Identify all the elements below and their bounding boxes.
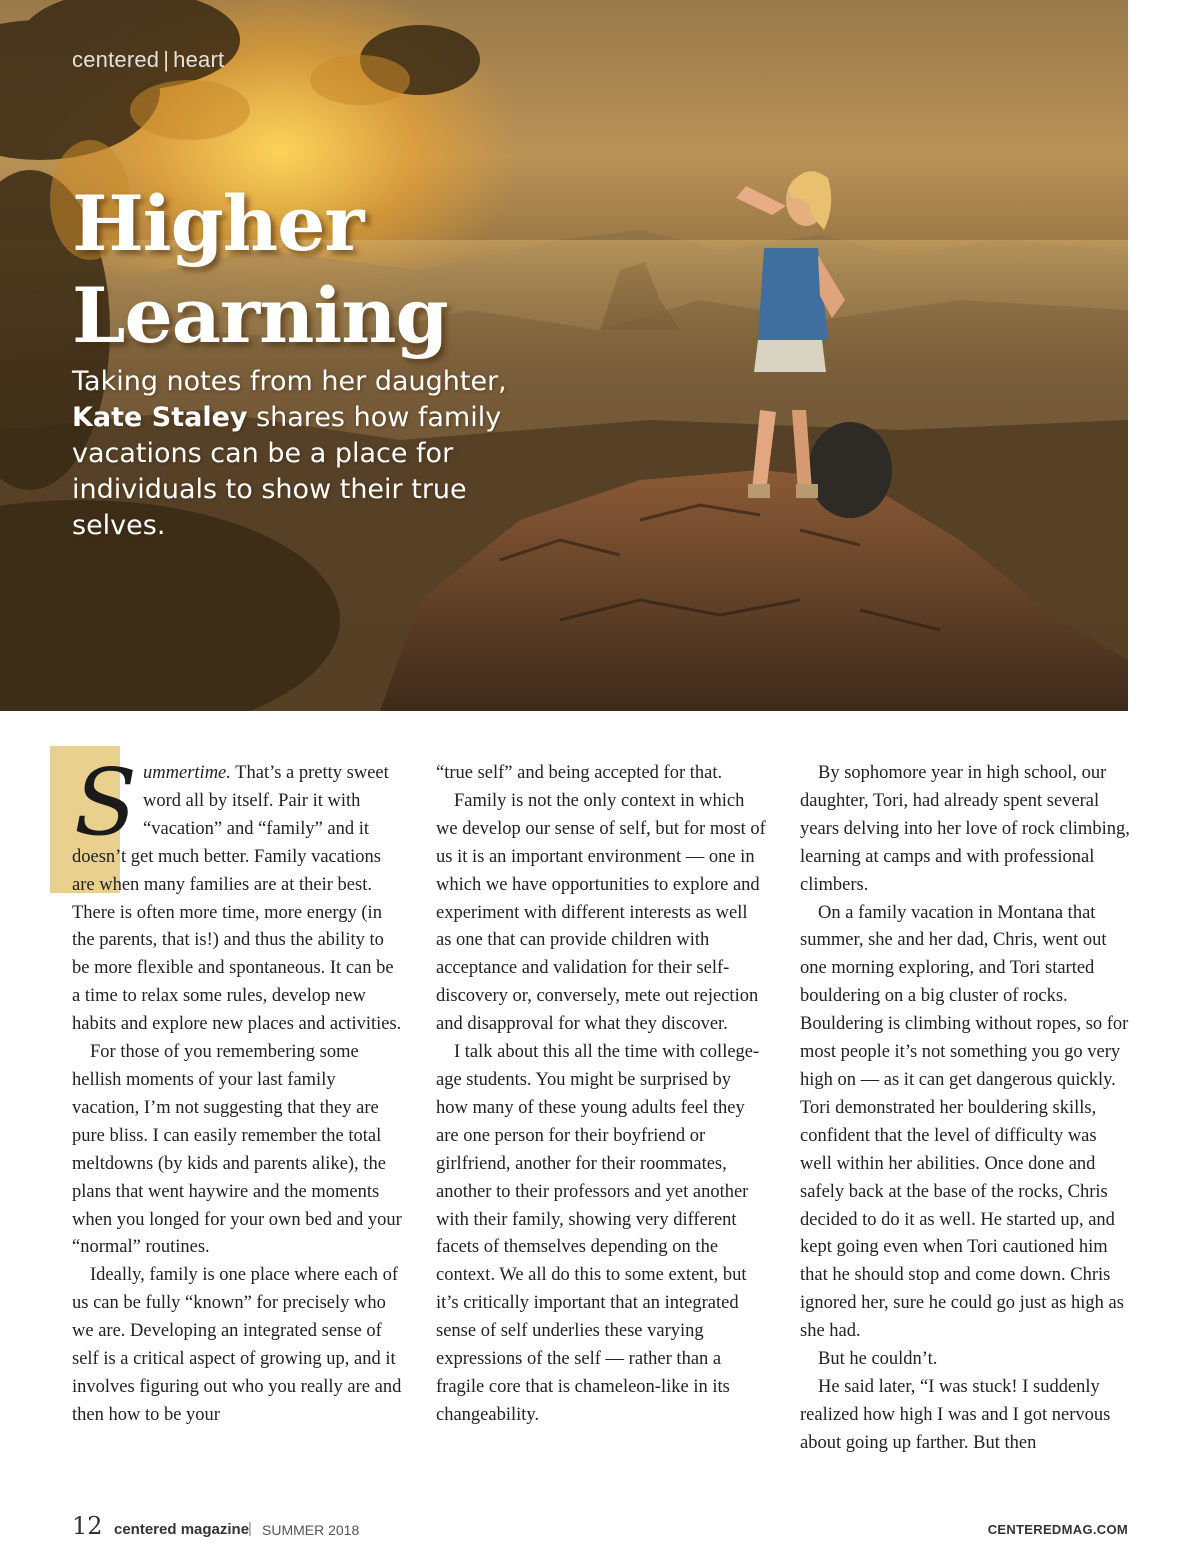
title-line-2: Learning [72,271,448,360]
paragraph: He said later, “I was stuck! I suddenly realized how high I was and I got nervous about going up farther. But then [800,1376,1111,1453]
article-column-3 [800,760,1130,1458]
paragraph [72,749,402,1039]
paragraph: I talk about this all the time with college-age students. You might be surprised by how many of these young adults feel they are one person for their boyfriend or girlfriend, another for their roommates, another to their professors and yet another with their family, showing very different facets of themselves depending on the context. We all do this to some extent, but it’s critically important that an integrated sense of self underlies these varying expressions of the self — rather than a fragile core that is chameleon-like in its changeability. [436,1042,760,1425]
dek-intro: Taking notes from her daughter, [72,366,507,397]
paragraph: “true self” and being accepted for that. [436,763,723,783]
hero-photo [0,0,1128,711]
page-number: 12 [72,1512,103,1540]
paragraph: For those of you remembering some hellish moments of your last family vacation, I’m not suggesting that they are pure bliss. I can easily remember the total meltdowns (by kids and parents alike), the plans that went haywire and the moments when you longed for your own bed and your “normal” routines. [72,1042,402,1258]
issue-date: SUMMER 2018 [262,1522,360,1538]
article-dek [72,364,542,544]
section-separator: | [163,47,170,72]
lead-word: ummertime. [143,763,231,783]
magazine-name: centered magazine [114,1521,250,1538]
section-name: centered [72,47,160,72]
footer-separator: | [248,1520,252,1537]
dek-rest: shares how family vacations can be a place for individuals to show their true selves. [72,402,502,541]
dropcap-letter: S [74,749,138,856]
subsection-name: heart [173,47,225,72]
author-name: Kate Staley [72,402,248,433]
paragraph: But he couldn’t. [818,1349,938,1370]
section-label [72,47,224,73]
paragraph: Ideally, family is one place where each of us can be fully “known” for precisely who we are. Developing an integrated sense of self is a critical aspect of growing up, and it involves figuring out who you really are and then how to be your [72,1265,402,1425]
title-line-1: Higher [72,179,364,268]
paragraph-text: That’s a pretty sweet word all by itself. Pair it with “vacation” and “family” and it doesn’t get much better. Family vacations are when many families are at their best. There is often more time, more energy (in the parents, that is!) and thus the ability to be more flexible and spontaneous. It can be a time to relax some rules, develop new habits and explore new places and activities. [72,763,402,1035]
website-link[interactable]: CENTEREDMAG.COM [987,1522,1128,1537]
page-footer [72,1512,1128,1542]
paragraph: On a family vacation in Montana that summer, she and her dad, Chris, went out one morning exploring, and Tori started bouldering on a big cluster of rocks. Bouldering is climbing without ropes, so for most people it’s not something you go very high on — as it can get dangerous quickly. Tori demonstrated her bouldering skills, confident that the level of difficulty was well within her abilities. Once done and safely back at the base of the rocks, Chris decided to do it as well. He started up, and kept going even when Tori cautioned him that he should stop and come down. Chris ignored her, sure he could go just as high as she had. [800,902,1129,1342]
paragraph: By sophomore year in high school, our daughter, Tori, had already spent several years delving into her love of rock climbing, learning at camps and with professional climbers. [800,763,1130,895]
article-column-2 [436,760,766,1430]
article-title [72,178,448,362]
article-column-1 [72,749,402,1430]
paragraph: Family is not the only context in which we develop our sense of self, but for most of us it is an important environment — one in which we have opportunities to explore and experiment with different interests as well as one that can provide children with acceptance and validation for their self-discovery or, conversely, mete out rejection and disapproval for what they discover. [436,790,766,1035]
